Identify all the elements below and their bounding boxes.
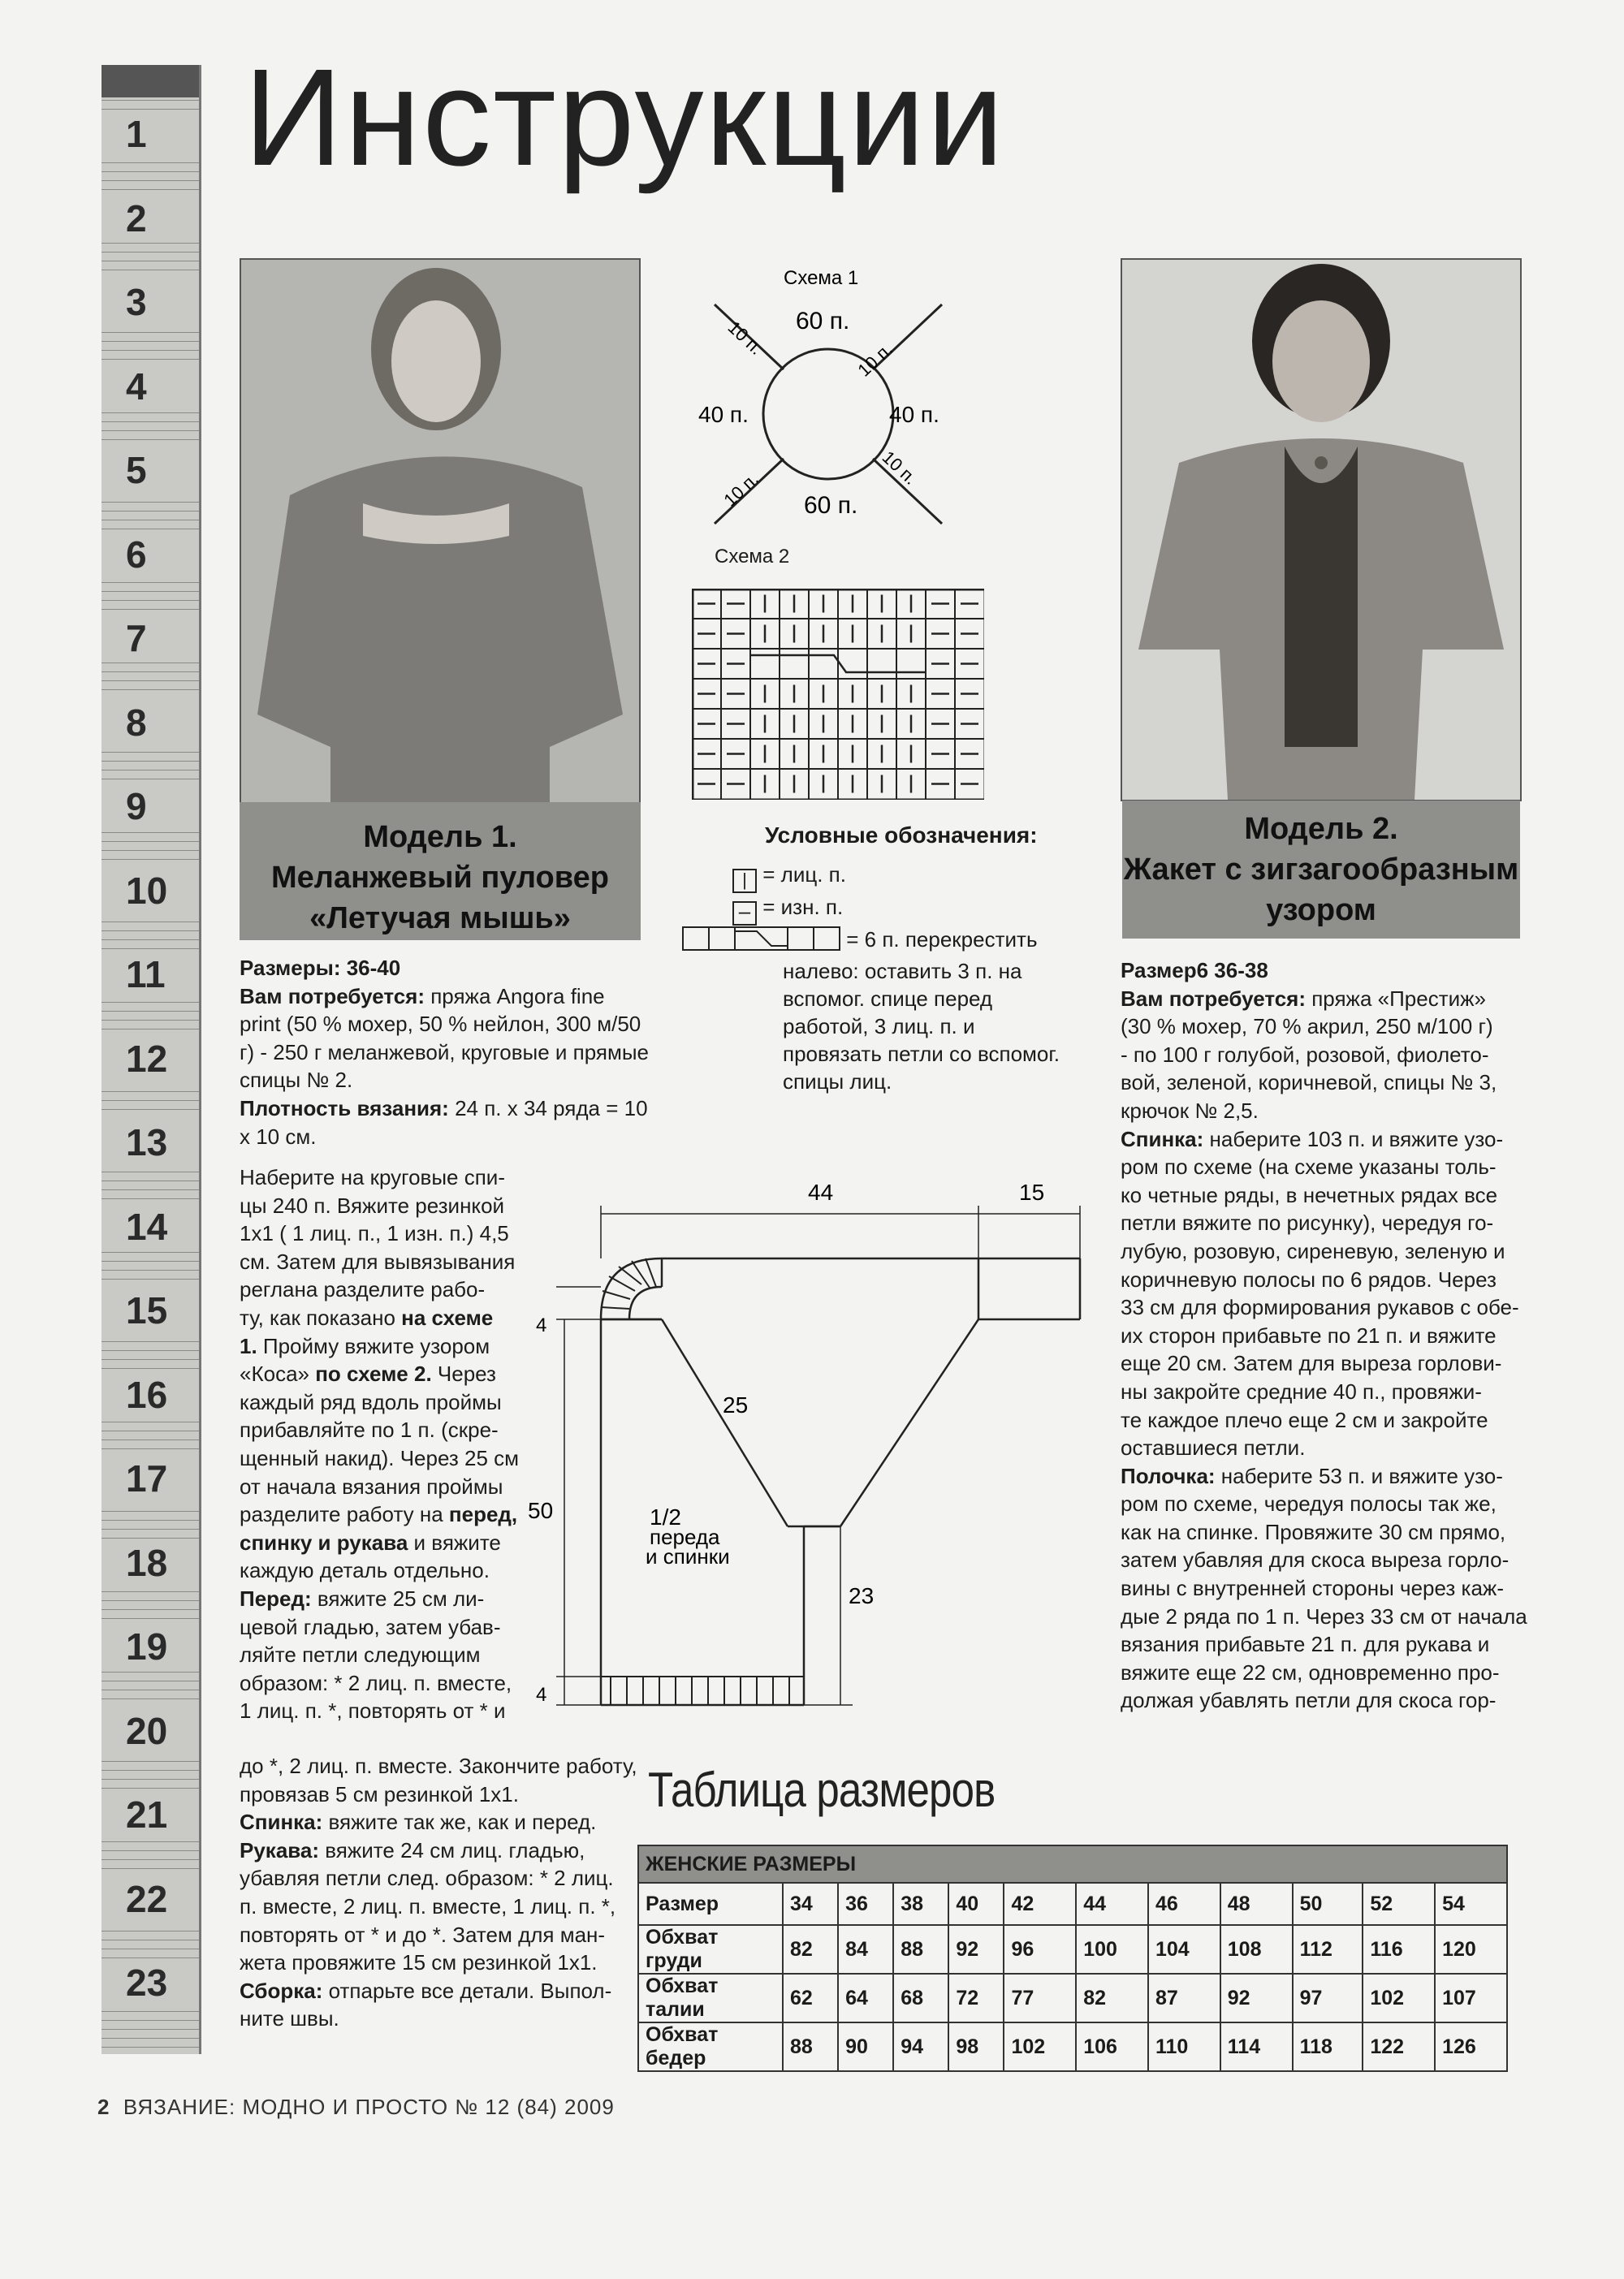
table-cell: 82 <box>783 1925 838 1974</box>
text-line: ром по схеме, чередуя полосы так же, <box>1121 1491 1497 1517</box>
text-line: (30 % мохер, 70 % акрил, 250 м/100 г) <box>1121 1014 1493 1039</box>
ruler-number: 21 <box>102 1790 199 1839</box>
table-row-label: Обхват груди <box>638 1925 783 1974</box>
legend-line: налево: оставить 3 п. на <box>783 959 1022 983</box>
ruler-number: 10 <box>102 866 199 915</box>
table-cell: 107 <box>1435 1974 1507 2022</box>
table-cell: 84 <box>838 1925 893 1974</box>
table-cell: 38 <box>893 1883 948 1925</box>
ruler-number: 19 <box>102 1622 199 1671</box>
legend-knit: | = лиц. п. <box>732 861 1088 893</box>
ruler-number: 22 <box>102 1875 199 1923</box>
text-line: ните швы. <box>240 2006 339 2031</box>
text-line: Наберите на круговые спи- <box>240 1165 505 1189</box>
text-line: вяжите еще 22 см, одновременно про- <box>1121 1660 1500 1685</box>
table-cell: 52 <box>1363 1883 1435 1925</box>
text-line: коричневую полосы по 6 рядов. Через <box>1121 1267 1497 1292</box>
table-cell: 94 <box>893 2022 948 2071</box>
cross-symbol <box>682 926 840 957</box>
model2-caption-line2: Жакет с зигзагообразным <box>1123 852 1519 887</box>
legend-line: вспомог. спице перед <box>783 986 993 1011</box>
text-line: жета провяжите 15 см резинкой 1x1. <box>240 1950 598 1975</box>
ruler-number: 14 <box>102 1202 199 1251</box>
text-line: - по 100 г голубой, розовой, фиолето- <box>1121 1042 1489 1067</box>
table-cell: 87 <box>1148 1974 1220 2022</box>
pattern-label-1: 1/2 <box>650 1504 681 1530</box>
table-cell: 102 <box>1363 1974 1435 2022</box>
table-cell: 97 <box>1293 1974 1363 2022</box>
scheme1-top-label: 60 п. <box>796 308 850 335</box>
text-line: от начала вязания проймы <box>240 1474 503 1499</box>
ruler-number: 13 <box>102 1118 199 1167</box>
model1-materials: Вам потребуется: пряжа Angora fine print (50 % мохер, 50 % нейлон, 300 м/50 г) - 250 г меланжевой, круговые и прямые спицы № 2. <box>240 983 650 1093</box>
purl-symbol: – <box>732 901 757 926</box>
table-cell: 88 <box>893 1925 948 1974</box>
text-line: 33 см для формирования рукавов с обе- <box>1121 1295 1519 1320</box>
pattern-svg <box>520 1169 1104 1721</box>
table-cell: 118 <box>1293 2022 1363 2071</box>
text-line: Полочка: наберите 53 п. и вяжите узо- <box>1121 1463 1503 1488</box>
scheme1-right-label: 40 п. <box>889 402 939 427</box>
pattern-drawing <box>520 1169 1104 1721</box>
table-cell: 88 <box>783 2022 838 2071</box>
pattern-width-sleeve: 15 <box>1019 1180 1045 1205</box>
text-line: ту, как показано на схеме <box>240 1305 494 1330</box>
text-line: петли вяжите по рисунку), чередуя го- <box>1121 1211 1494 1236</box>
legend <box>682 822 1088 1095</box>
text-line: цы 240 п. Вяжите резинкой <box>240 1193 505 1218</box>
table-cell: 46 <box>1148 1883 1220 1925</box>
table-cell: 48 <box>1220 1883 1293 1925</box>
ruler-number: 5 <box>102 446 199 494</box>
ruler-top-bar <box>102 65 199 97</box>
model1-body-wide <box>240 1752 646 2033</box>
model2-caption-line1: Модель 2. <box>1244 812 1398 846</box>
text-line: «Коса» по схеме 2. Через <box>240 1362 496 1387</box>
text-line: прибавляйте по 1 п. (скре- <box>240 1418 499 1443</box>
ruler-number: 18 <box>102 1539 199 1587</box>
table-cell: 54 <box>1435 1883 1507 1925</box>
ruler-number: 15 <box>102 1286 199 1335</box>
text-line: ляйте петли следующим <box>240 1642 481 1668</box>
text-line: Рукава: вяжите 24 см лиц. гладью, <box>240 1837 585 1862</box>
table-cell: 82 <box>1076 1974 1148 2022</box>
scheme1-bottom-label: 60 п. <box>804 492 858 519</box>
table-cell: 122 <box>1363 2022 1435 2071</box>
table-cell: 50 <box>1293 1883 1363 1925</box>
table-cell: 106 <box>1076 2022 1148 2071</box>
text-line: Перед: вяжите 25 см ли- <box>240 1586 485 1611</box>
ruler-number: 11 <box>102 950 199 999</box>
table-row <box>638 1883 1507 1925</box>
table-cell: 72 <box>948 1974 1004 2022</box>
text-line: ром по схеме (на схеме указаны толь- <box>1121 1155 1497 1180</box>
text-line: провязав 5 см резинкой 1x1. <box>240 1781 519 1806</box>
text-line: реглана разделите рабо- <box>240 1277 486 1302</box>
text-line: лубую, розовую, сиреневую, зеленую и <box>1121 1238 1505 1263</box>
text-line: их сторон прибавьте по 21 п. и вяжите <box>1121 1323 1497 1348</box>
text-line: до *, 2 лиц. п. вместе. Закончите работу, <box>240 1754 637 1778</box>
table-cell: 92 <box>1220 1974 1293 2022</box>
model2-body <box>1121 956 1531 1715</box>
ruler-number: 9 <box>102 782 199 831</box>
text-line: каждый ряд вдоль проймы <box>240 1389 502 1414</box>
size-table-grid <box>637 1845 1508 2072</box>
text-line: дые 2 ряда по 1 п. Через 33 см от начала <box>1121 1604 1527 1629</box>
table-row <box>638 1925 1507 1974</box>
text-line: повторять от * и до *. Затем для ман- <box>240 1922 606 1947</box>
table-row-label: Обхват бедер <box>638 2022 783 2071</box>
text-line: затем убавляя для скоса выреза горло- <box>1121 1547 1510 1573</box>
scheme2-title: Схема 2 <box>715 546 790 568</box>
text-line: щенный накид). Через 25 см <box>240 1445 520 1470</box>
footer <box>97 2095 615 2120</box>
model2-sizes: Размеp6 36-38 <box>1121 958 1268 982</box>
text-line: разделите работу на перед, <box>240 1502 518 1527</box>
model1-caption <box>240 802 641 940</box>
legend-purl: – = изн. п. <box>732 893 1088 926</box>
table-cell: 104 <box>1148 1925 1220 1974</box>
scheme1 <box>682 260 974 536</box>
scheme1-diag-label: 10 п. <box>719 468 762 511</box>
pattern-label-2: переда <box>650 1525 720 1549</box>
text-line: ны закройте средние 40 п., провяжи- <box>1121 1379 1482 1404</box>
table-cell: 108 <box>1220 1925 1293 1974</box>
text-line: 1. Пройму вяжите узором <box>240 1333 490 1358</box>
model1-density: Плотность вязания: 24 п. x 34 ряда = 10 x 10 см. <box>240 1095 648 1149</box>
scheme1-title: Схема 1 <box>784 267 859 289</box>
text-line: как на спинке. Провяжите 30 см прямо, <box>1121 1519 1506 1544</box>
ruler-number: 3 <box>102 278 199 326</box>
pattern-height-right: 23 <box>849 1583 875 1608</box>
table-cell: 40 <box>948 1883 1004 1925</box>
pattern-height-left: 50 <box>528 1498 554 1523</box>
table-cell: 126 <box>1435 2022 1507 2071</box>
table-cell: 77 <box>1004 1974 1076 2022</box>
table-row <box>638 1974 1507 2022</box>
pattern-diag: 25 <box>723 1392 749 1418</box>
text-line: Вам потребуется: пряжа «Престиж» <box>1121 986 1486 1011</box>
ruler-number: 6 <box>102 530 199 579</box>
ruler-number: 17 <box>102 1454 199 1503</box>
scheme2-grid <box>692 589 984 800</box>
table-row-label: Обхват талии <box>638 1974 783 2022</box>
table-cell: 112 <box>1293 1925 1363 1974</box>
ruler-number: 7 <box>102 614 199 663</box>
scheme2-chart <box>692 589 984 800</box>
text-line: образом: * 2 лиц. п. вместе, <box>240 1670 512 1695</box>
table-cell: 98 <box>948 2022 1004 2071</box>
table-cell: 42 <box>1004 1883 1076 1925</box>
pattern-width-top: 44 <box>808 1180 834 1205</box>
table-cell: 110 <box>1148 2022 1220 2071</box>
text-line: см. Затем для вывязывания <box>240 1249 516 1274</box>
text-line: вязания прибавьте 21 п. для рукава и <box>1121 1632 1490 1657</box>
text-line: Спинка: наберите 103 п. и вяжите узо- <box>1121 1126 1504 1151</box>
scheme1-diag-label: 10 п. <box>878 447 922 489</box>
ruler-number: 16 <box>102 1370 199 1419</box>
text-line: 1x1 ( 1 лиц. п., 1 изн. п.) 4,5 <box>240 1221 509 1246</box>
table-row <box>638 2022 1507 2071</box>
text-line: убавляя петли след. образом: * 2 лиц. <box>240 1866 614 1891</box>
table-cell: 44 <box>1076 1883 1148 1925</box>
text-line: вой, зеленой, коричневой, спицы № 3, <box>1121 1070 1497 1095</box>
table-cell: 114 <box>1220 2022 1293 2071</box>
page-number: 2 <box>97 2095 110 2119</box>
legend-line: работой, 3 лиц. п. и <box>783 1014 975 1038</box>
text-line: вины с внутренней стороны через каж- <box>1121 1576 1504 1601</box>
page-title: Инструкции <box>244 41 1006 195</box>
text-line: Спинка: вяжите так же, как и перед. <box>240 1810 597 1835</box>
ruler-number: 8 <box>102 698 199 747</box>
ruler-number: 1 <box>102 110 199 158</box>
knit-symbol: | <box>732 869 757 893</box>
scheme1-diag-label: 10 п. <box>853 339 896 381</box>
text-line: должая убавлять петли для скоса гор- <box>1121 1688 1497 1713</box>
text-line: п. вместе, 2 лиц. п. вместе, 1 лиц. п. *, <box>240 1893 616 1919</box>
text-line: оставшиеся петли. <box>1121 1435 1306 1461</box>
text-line: каждую деталь отдельно. <box>240 1558 490 1583</box>
size-table <box>637 1845 1508 2072</box>
model1-caption-line2: Меланжевый пуловер <box>271 861 609 895</box>
text-line: спинку и рукава и вяжите <box>240 1530 501 1555</box>
table-cell: 92 <box>948 1925 1004 1974</box>
text-line: цевой гладью, затем убав- <box>240 1614 501 1639</box>
size-table-header: ЖЕНСКИЕ РАЗМЕРЫ <box>638 1845 1507 1883</box>
pattern-small-top: 4 <box>536 1314 547 1336</box>
legend-line: провязать петли со вспомог. <box>783 1042 1060 1066</box>
table-cell: 96 <box>1004 1925 1076 1974</box>
table-cell: 62 <box>783 1974 838 2022</box>
text-line: еще 20 см. Затем для выреза горлови- <box>1121 1351 1502 1376</box>
table-cell: 116 <box>1363 1925 1435 1974</box>
ruler-number: 23 <box>102 1958 199 2007</box>
ruler-number: 4 <box>102 362 199 411</box>
scheme1-diagram <box>682 260 974 536</box>
model1-photo-illustration <box>241 260 639 804</box>
legend-title: Условные обозначения: <box>765 822 1038 848</box>
model2-photo-illustration <box>1122 260 1520 800</box>
ruler-number: 20 <box>102 1707 199 1755</box>
table-cell: 90 <box>838 2022 893 2071</box>
model1-body-narrow <box>240 1163 532 1725</box>
table-cell: 36 <box>838 1883 893 1925</box>
table-cell: 64 <box>838 1974 893 2022</box>
text-line: Сборка: отпарьте все детали. Выпол- <box>240 1978 612 2003</box>
model2-caption <box>1122 801 1520 939</box>
pattern-small-bottom: 4 <box>536 1684 547 1706</box>
text-line: те каждое плечо еще 2 см и закройте <box>1121 1407 1488 1432</box>
table-row-label: Размер <box>638 1883 783 1925</box>
legend-line: спицы лиц. <box>783 1069 892 1094</box>
magazine-issue: ВЯЗАНИЕ: МОДНО И ПРОСТО № 12 (84) 2009 <box>123 2095 615 2119</box>
scheme1-diag-label: 10 п. <box>723 317 767 359</box>
legend-cross: = 6 п. перекрестить <box>682 926 1088 957</box>
text-line: 1 лиц. п. *, повторять от * и <box>240 1698 506 1724</box>
text-line: ко четные ряды, в нечетных рядах все <box>1121 1182 1498 1207</box>
table-cell: 34 <box>783 1883 838 1925</box>
table-cell: 102 <box>1004 2022 1076 2071</box>
ruler-number: 2 <box>102 194 199 243</box>
pattern-label-3: и спинки <box>646 1544 730 1569</box>
model1-caption-line1: Модель 1. <box>363 820 517 854</box>
ruler-number: 12 <box>102 1034 199 1083</box>
model1-photo <box>240 258 641 805</box>
table-cell: 120 <box>1435 1925 1507 1974</box>
text-line: крючок № 2,5. <box>1121 1098 1259 1123</box>
model1-caption-line3: «Летучая мышь» <box>309 901 571 935</box>
model1-sizes: Размеры: 36-40 <box>240 956 401 980</box>
scheme1-left-label: 40 п. <box>698 402 749 427</box>
table-cell: 100 <box>1076 1925 1148 1974</box>
model1-intro <box>240 954 650 1150</box>
model2-photo <box>1121 258 1522 801</box>
size-table-title: Таблица размеров <box>648 1763 996 1817</box>
model2-caption-line3: узором <box>1266 893 1376 927</box>
table-cell: 68 <box>893 1974 948 2022</box>
